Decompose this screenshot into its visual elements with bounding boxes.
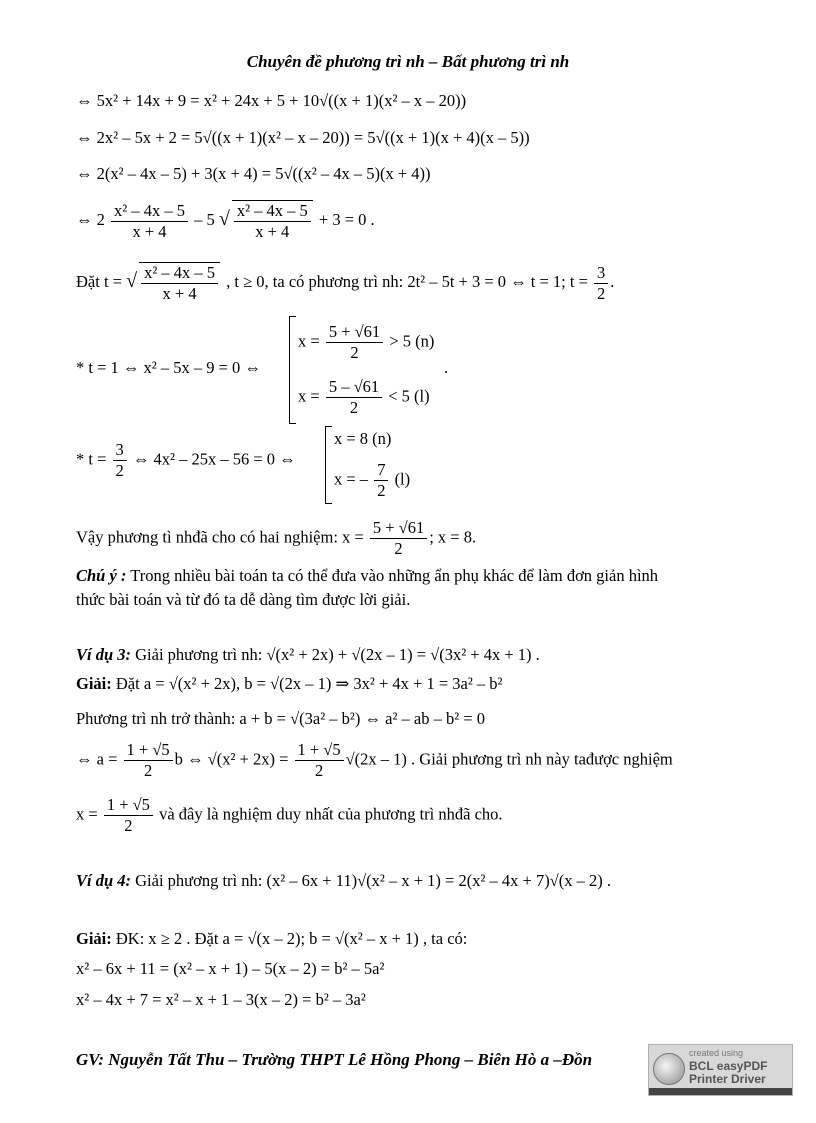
- watermark-line-3: Printer Driver: [689, 1072, 766, 1086]
- note-text-1: Trong nhiều bài toán ta có thể đưa vào những ẩn phụ khác để làm đơn giản hình: [126, 566, 659, 585]
- c2-mid: ⇔ 4x² – 25x – 56 = 0 ⇔: [132, 449, 296, 469]
- sub-numerator: x² – 4x – 5: [141, 263, 218, 284]
- c1b-den: 2: [349, 398, 359, 417]
- eq4-numerator: x² – 4x – 5: [111, 201, 188, 222]
- sub-frac-num: 3: [594, 263, 608, 284]
- sub-sqrt: √ $\frac{\text{x² – 4x – 5}}{x + 4}$: [126, 262, 222, 304]
- s3l3-frac-1: [124, 740, 173, 781]
- sub-denominator: x + 4: [162, 284, 197, 303]
- s3l3-post: √(2x – 1) . Giải phương trì nh này tađược nghiệm: [345, 749, 673, 769]
- substitution-line: [76, 262, 614, 304]
- s3l3-frac-2: [295, 740, 344, 781]
- sub-prefix: Đặt t =: [76, 271, 122, 291]
- case-2-bracket: [325, 426, 332, 504]
- watermark-bar: [649, 1088, 792, 1095]
- c1b-frac: [326, 377, 382, 418]
- solution-3-label: Giải:: [76, 674, 112, 693]
- s3l4-post: và đây là nghiệm duy nhất của phương trì nhđã cho.: [154, 804, 503, 824]
- case-1-end: .: [444, 358, 449, 377]
- eq4-root-numerator: x² – 4x – 5: [234, 201, 311, 222]
- s3l3-num1: 1 + √5: [124, 740, 173, 761]
- concl-den: 2: [394, 539, 403, 558]
- eq4-middle: – 5: [194, 209, 215, 229]
- eq4-prefix: ⇔ 2: [76, 209, 105, 229]
- example-4-label: Ví dụ 4:: [76, 871, 132, 890]
- s3l3-num2: 1 + √5: [295, 740, 344, 761]
- example-3-text: Giải phương trì nh: √(x² + 2x) + √(2x – 1) = √(3x² + 4x + 1) .: [131, 645, 540, 664]
- solution-3-line-4: [76, 795, 503, 836]
- case-1-bracket: [289, 316, 296, 424]
- conclusion-line: [76, 518, 476, 559]
- c1a-den: 2: [350, 343, 359, 362]
- s3l3-pre: ⇔ a =: [76, 749, 118, 769]
- c1a-pre: x =: [298, 331, 320, 351]
- note-line-2: thức bài toán và từ đó ta dễ dàng tìm được lời giải.: [76, 590, 411, 609]
- concl-num: 5 + √61: [370, 518, 427, 539]
- watermark-line-2: BCL easyPDF: [689, 1059, 768, 1073]
- easypdf-watermark[interactable]: [648, 1044, 793, 1096]
- concl-post: ; x = 8.: [429, 527, 477, 547]
- example-3-label: Ví dụ 3:: [76, 645, 132, 664]
- s3l4-num: 1 + √5: [104, 795, 153, 816]
- page-footer: GV: Nguyễn Tất Thu – Trường THPT Lê Hồng Phong – Biên Hò a –Đồn: [76, 1050, 593, 1069]
- c1a-frac: [326, 322, 383, 363]
- solution-3-text: Đặt a = √(x² + 2x), b = √(2x – 1) ⇒ 3x² + 4x + 1 = 3a² – b²: [111, 674, 503, 693]
- s3l4-den: 2: [124, 816, 133, 835]
- case-1-root-a: [298, 322, 434, 363]
- c1b-pre: x =: [298, 386, 320, 406]
- case-2-root-b: [334, 460, 410, 501]
- s3l3-den2: 2: [314, 761, 324, 780]
- sub-text: , t ≥ 0, ta có phương trì nh: 2t² – 5t + 3 = 0 ⇔ t = 1; t =: [226, 271, 588, 291]
- eq4-fraction: [111, 201, 188, 242]
- c2-pre: * t =: [76, 449, 107, 469]
- concl-pre: Vậy phương tì nhđã cho có hai nghiệm: x =: [76, 527, 364, 547]
- solution-3-line-1: [76, 673, 503, 695]
- example-4-text: Giải phương trì nh: (x² – 6x + 11)√(x² – x + 1) = 2(x² – 4x + 7)√(x – 2) .: [131, 871, 611, 890]
- s3l3-den1: 2: [143, 761, 153, 780]
- sub-frac-den: 2: [597, 283, 606, 303]
- case-2-prefix: [76, 440, 296, 481]
- s3l4-pre: x =: [76, 804, 98, 824]
- equation-line-2: ⇔ 2x² – 5x + 2 = 5√((x + 1)(x² – x – 20)) = 5√((x + 1)(x + 4)(x – 5)): [76, 128, 530, 147]
- c2b-post: (l): [394, 469, 411, 489]
- eq4-suffix: + 3 = 0 .: [318, 209, 375, 229]
- c2b-pre: x = –: [334, 469, 369, 489]
- example-4-heading: [76, 870, 611, 892]
- c2-fden: 2: [115, 461, 124, 480]
- c2-fnum: 3: [113, 440, 127, 461]
- easypdf-logo-icon: [653, 1053, 685, 1085]
- eq4-denominator: x + 4: [132, 221, 167, 241]
- solution-4-line-2: x² – 6x + 11 = (x² – x + 1) – 5(x – 2) = b² – 5a²: [76, 959, 385, 978]
- c1a-post: > 5 (n): [389, 331, 435, 351]
- equation-line-1: ⇔ 5x² + 14x + 9 = x² + 24x + 5 + 10√((x + 1)(x² – x – 20)): [76, 91, 467, 110]
- s3l3-mid: b ⇔ √(x² + 2x) =: [174, 749, 289, 769]
- solution-4-text: ĐK: x ≥ 2 . Đặt a = √(x – 2); b = √(x² – x + 1) , ta có:: [111, 929, 468, 948]
- equation-line-3: ⇔ 2(x² – 4x – 5) + 3(x + 4) = 5√((x² – 4x – 5)(x + 4)): [76, 164, 431, 183]
- page-header: Chuyên đề phương trì nh – Bất phương trì nh: [246, 52, 570, 71]
- c1b-num: 5 – √61: [326, 377, 382, 398]
- case-1-prefix: * t = 1 ⇔ x² – 5x – 9 = 0 ⇔: [76, 358, 261, 377]
- solution-3-line-2: Phương trì nh trở thành: a + b = √(3a² – b²) ⇔ a² – ab – b² = 0: [76, 709, 485, 728]
- note-line-1: [76, 565, 658, 587]
- c1a-num: 5 + √61: [326, 322, 383, 343]
- equation-line-4: [76, 200, 375, 242]
- case-1-root-b: [298, 377, 430, 418]
- case-2-root-a: x = 8 (n): [334, 429, 392, 448]
- c1b-post: < 5 (l): [388, 386, 430, 406]
- c2b-frac: [374, 460, 388, 501]
- s3l4-frac: [104, 795, 153, 836]
- solution-3-line-3: [76, 740, 673, 781]
- c2b-num: 7: [374, 460, 388, 481]
- note-label: Chú ý :: [76, 566, 127, 585]
- solution-4-line-1: [76, 928, 467, 950]
- c2b-den: 2: [377, 481, 386, 500]
- sub-fraction: [594, 263, 608, 304]
- eq4-sqrt: √ $\frac{\text{x² – 4x – 5}}{x + 4}$: [219, 200, 315, 242]
- watermark-line-1: created using: [689, 1048, 744, 1058]
- sub-end: .: [610, 271, 615, 291]
- solution-4-label: Giải:: [76, 929, 112, 948]
- c2-frac: [113, 440, 127, 481]
- eq4-root-denominator: x + 4: [255, 222, 290, 241]
- example-3-heading: [76, 644, 540, 666]
- concl-frac: [370, 518, 427, 559]
- solution-4-line-3: x² – 4x + 7 = x² – x + 1 – 3(x – 2) = b² – 3a²: [76, 990, 366, 1009]
